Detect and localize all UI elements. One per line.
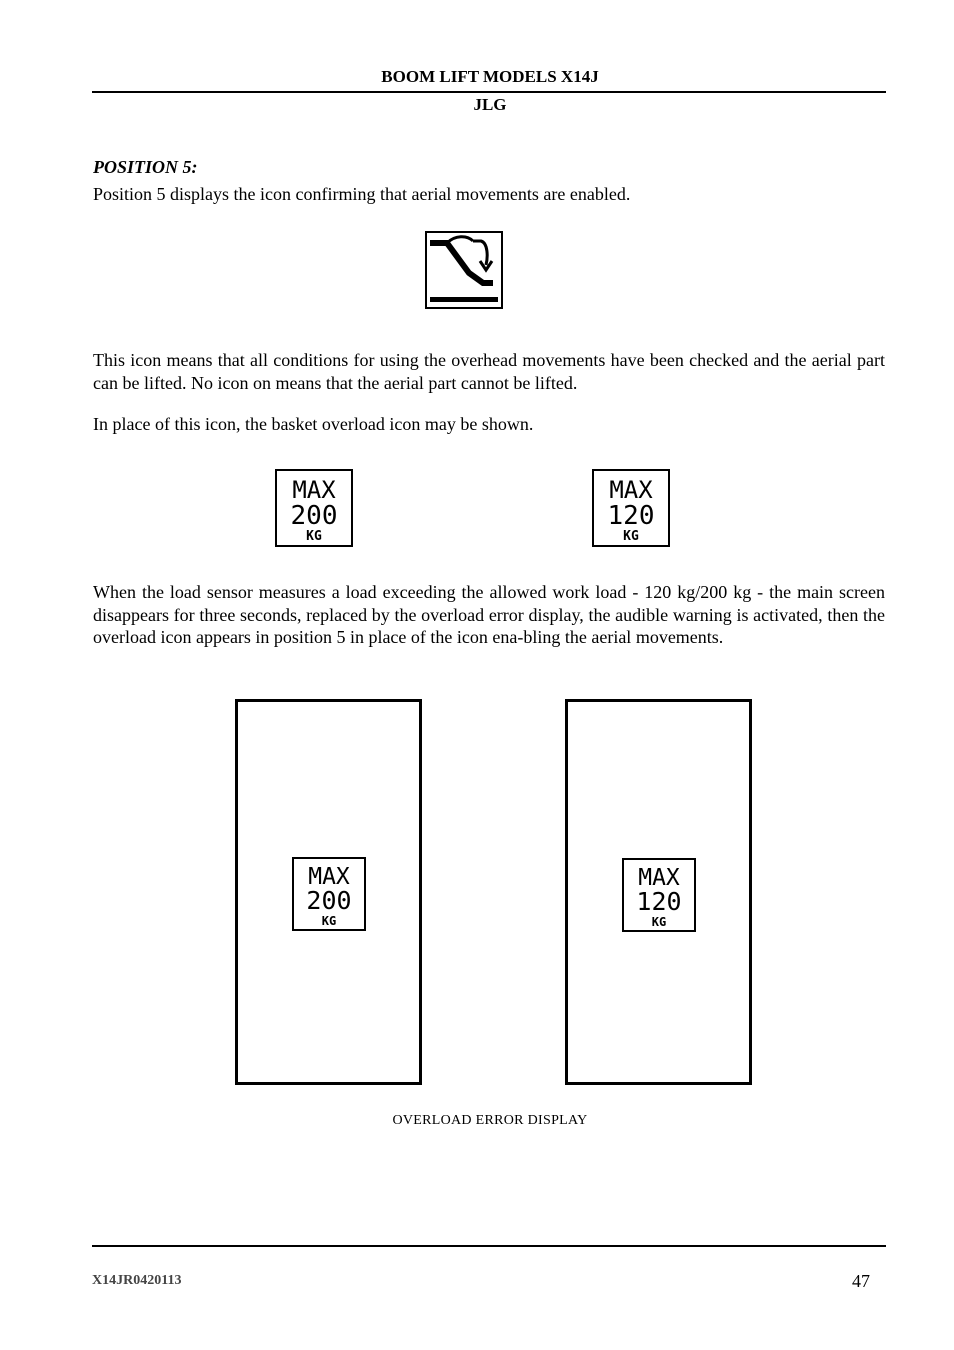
document-code: X14JR0420113 [92,1273,182,1288]
panel-overload-200kg-icon [292,857,366,931]
overload-120-unit: KG [623,529,639,544]
overload-200-unit: KG [306,529,322,544]
icon-meaning-paragraph: This icon means that all conditions for using the overhead movements have been checked and the aerial part can be lifted. No icon on means that the aerial part cannot be lifted. [93,350,885,393]
overload-120kg-icon [592,469,670,547]
alternative-icon-paragraph: In place of this icon, the basket overload icon may be shown. [93,414,534,434]
panel-120-line1: MAX [638,865,680,891]
overload-error-display-120 [565,699,752,1085]
panel-120-unit: KG [651,915,667,929]
footer-rule [92,1245,886,1247]
panel-120-line2: 120 [636,887,682,916]
panel-200-line1: MAX [308,864,350,890]
overload-error-display-200 [235,699,422,1085]
page-number: 47 [852,1271,870,1291]
intro-paragraph: Position 5 displays the icon confirming that aerial movements are enabled. [93,184,631,204]
panel-overload-120kg-icon [622,858,696,932]
aerial-movement-enabled-icon [425,231,503,309]
overload-120-line1: MAX [609,476,653,504]
overload-120-line2: 120 [607,501,655,531]
section-heading: POSITION 5: [93,157,198,177]
overload-200-line1: MAX [292,476,336,504]
document-title: BOOM LIFT MODELS X14J [381,67,599,86]
overload-200kg-icon [275,469,353,547]
panel-200-line2: 200 [306,886,352,915]
document-brand: JLG [473,95,507,114]
figure-caption: OVERLOAD ERROR DISPLAY [392,1113,588,1128]
overload-200-line2: 200 [290,501,338,531]
panel-200-unit: KG [321,914,337,928]
overload-paragraph: When the load sensor measures a load exceeding the allowed work load - 120 kg/200 kg - the main screen disappears for three seconds, replaced by the overload error display, the audible warning is activated, then the overload icon appears in position 5 in place of the icon ena-bling the aerial movements. [93,582,885,647]
header-rule [92,91,886,93]
